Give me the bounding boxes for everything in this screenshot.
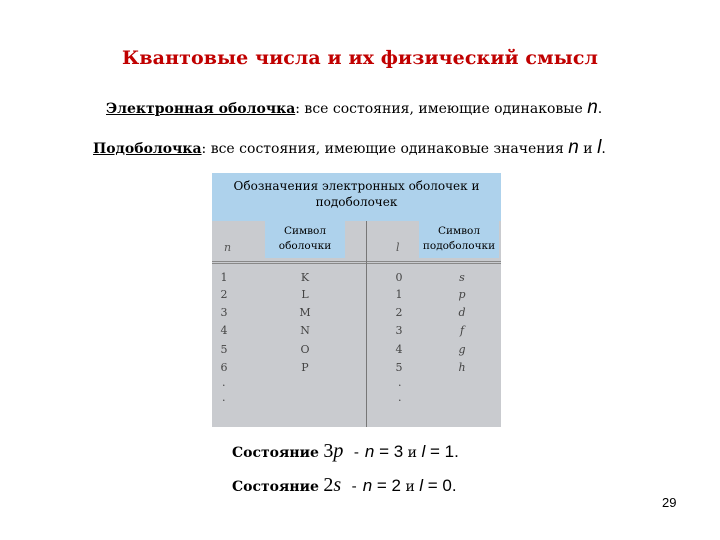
- cell-l: 1: [395, 288, 403, 301]
- header-divider-2: [212, 263, 501, 264]
- state-and: и: [405, 479, 415, 495]
- cell-n: 5: [220, 343, 228, 356]
- ellipsis-n-2: .: [222, 391, 226, 404]
- shell-var-n: n: [587, 97, 598, 118]
- column-header-n: n: [224, 241, 232, 254]
- cell-shell: L: [301, 288, 309, 301]
- cell-l: 5: [395, 361, 403, 374]
- cell-n: 1: [220, 271, 228, 284]
- ellipsis-l-2: .: [398, 391, 402, 404]
- shell-definition: [106, 97, 602, 119]
- cell-shell: K: [300, 271, 310, 284]
- table-title: Обозначения электронных оболочек и подоболочек: [212, 173, 501, 221]
- cell-subshell: g: [458, 343, 466, 356]
- cell-n: 4: [220, 324, 228, 337]
- cell-l: 0: [395, 271, 403, 284]
- cell-shell: P: [301, 361, 309, 374]
- state-l-value: l = 1.: [421, 442, 459, 461]
- cell-shell: O: [300, 343, 310, 356]
- cell-l: 4: [395, 343, 403, 356]
- cell-subshell: d: [458, 306, 466, 319]
- state-n-value: n = 2: [362, 476, 401, 495]
- state-3p: [232, 440, 459, 463]
- ellipsis-l: .: [398, 376, 402, 389]
- cell-n: 3: [220, 306, 228, 319]
- state-notation: 2s: [323, 474, 342, 496]
- subshell-and: и: [583, 141, 593, 157]
- page-number: 29: [662, 495, 677, 510]
- cell-subshell: p: [458, 288, 466, 301]
- subshell-definition: [93, 137, 606, 159]
- cell-n: 6: [220, 361, 228, 374]
- ellipsis-n: .: [222, 376, 226, 389]
- cell-subshell: s: [459, 271, 465, 284]
- subshell-var-l: l: [597, 137, 602, 158]
- subshell-term: Подоболочка: [93, 141, 202, 157]
- cell-shell: N: [300, 324, 310, 337]
- state-notation: 3p: [323, 440, 344, 462]
- state-dash: -: [353, 443, 359, 461]
- state-label: Состояние: [232, 479, 319, 495]
- slide-title: Квантовые числа и их физический смысл: [121, 47, 599, 69]
- shell-term: Электронная оболочка: [106, 101, 296, 117]
- column-header-l: l: [396, 241, 400, 254]
- state-n-value: n = 3: [364, 442, 404, 461]
- shell-text: : все состояния, имеющие одинаковые: [295, 101, 583, 117]
- header-divider: [212, 261, 501, 262]
- state-and: и: [407, 445, 417, 461]
- cell-l: 3: [395, 324, 403, 337]
- state-dash: -: [351, 477, 357, 495]
- shell-notation-table: [212, 173, 501, 427]
- subshell-var-n: n: [568, 137, 579, 158]
- column-header-subshell-symbol: Символ подоболочки: [419, 221, 499, 258]
- shell-end: .: [597, 101, 603, 117]
- cell-l: 2: [395, 306, 403, 319]
- state-label: Состояние: [232, 445, 319, 461]
- subshell-end: .: [601, 141, 606, 157]
- state-l-value: l = 0.: [419, 476, 457, 495]
- column-divider: [366, 221, 367, 427]
- cell-subshell: h: [458, 361, 466, 374]
- cell-n: 2: [220, 288, 228, 301]
- cell-subshell: f: [459, 324, 465, 337]
- column-header-shell-symbol: Символ оболочки: [265, 221, 345, 258]
- subshell-text: : все состояния, имеющие одинаковые значения: [201, 141, 564, 157]
- cell-shell: M: [299, 306, 311, 319]
- state-2s: [232, 474, 457, 497]
